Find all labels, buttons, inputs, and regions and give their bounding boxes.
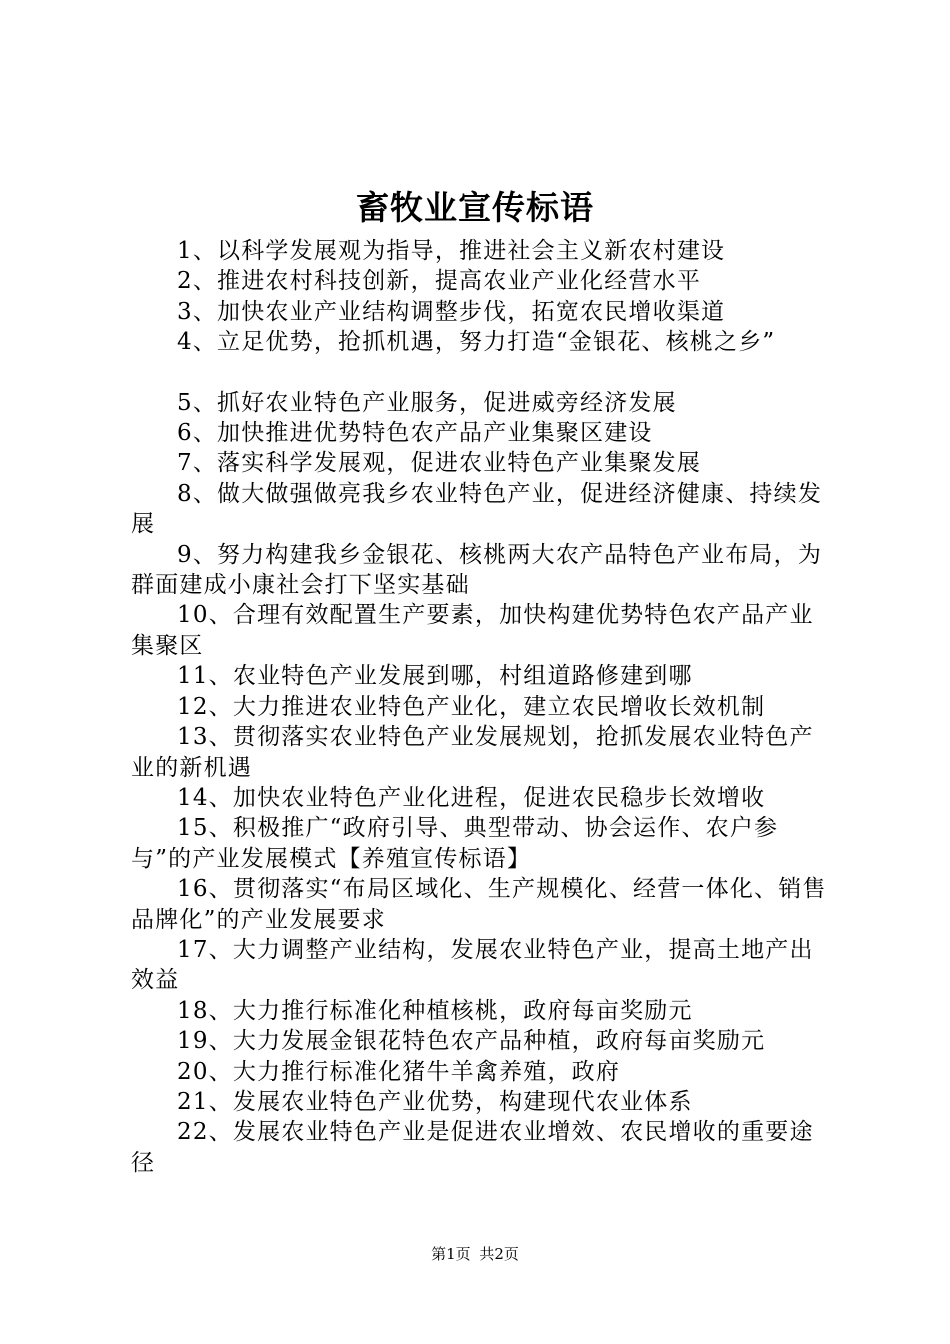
slogan-list: [131, 236, 831, 1178]
slogan-item-18: 18、大力推行标准化种植核桃，政府每亩奖励元: [177, 997, 693, 1024]
document-title: 畜牧业宣传标语: [356, 188, 594, 227]
slogan-item-5: 5、抓好农业特色产业服务，促进威旁经济发展: [177, 389, 677, 416]
slogan-item-8: 8、做大做强做亮我乡农业特色产业，促进经济健康、持续发展: [131, 480, 823, 538]
slogan-item-15: 15、积极推广“政府引导、典型带动、协会运作、农户参与”的产业发展模式【养殖宣传标语】: [131, 815, 779, 872]
slogan-item-17: 17、大力调整产业结构，发展农业特色产业，提高土地产出效益: [131, 936, 814, 994]
slogan-item-16: 16、贯彻落实“布局区域化、生产规模化、经营一体化、销售品牌化”的产业发展要求: [131, 876, 827, 933]
slogan-item-1: 1、以科学发展观为指导，推进社会主义新农村建设: [177, 238, 726, 264]
blank-line: [131, 358, 831, 388]
slogan-item-13: 13、贯彻落实农业特色产业发展规划，抢抓发展农业特色产业的新机遇: [131, 724, 814, 781]
slogan-item-9: 9、努力构建我乡金银花、核桃两大农产品特色产业布局，为群面建成小康社会打下坚实基础: [131, 541, 823, 599]
slogan-item-4: 4、立足优势，抢抓机遇，努力打造“金银花、核桃之乡”: [177, 329, 776, 356]
slogan-item-19: 19、大力发展金银花特色农产品种植，政府每亩奖励元: [177, 1028, 766, 1055]
slogan-item-21: 21、发展农业特色产业优势，构建现代农业体系: [177, 1088, 693, 1115]
slogan-item-6: 6、加快推进优势特色农产品产业集聚区建设: [177, 420, 653, 447]
slogan-item-12: 12、大力推进农业特色产业化，建立农民增收长效机制: [177, 693, 766, 720]
slogan-item-3: 3、加快农业产业结构调整步伐，拓宽农民增收渠道: [177, 298, 726, 325]
slogan-item-2: 2、推进农村科技创新，提高农业产业化经营水平: [177, 268, 702, 295]
slogan-item-14: 14、加快农业特色产业化进程，促进农民稳步长效增收: [177, 784, 766, 811]
slogan-item-20: 20、大力推行标准化猪牛羊禽养殖，政府: [177, 1058, 621, 1085]
slogan-item-11: 11、农业特色产业发展到哪，村组道路修建到哪: [177, 663, 693, 690]
page-footer: 第1页 共2页: [431, 1245, 519, 1263]
slogan-item-22: 22、发展农业特色产业是促进农业增效、农民增收的重要途径: [131, 1119, 814, 1176]
slogan-item-7: 7、落实科学发展观，促进农业特色产业集聚发展: [177, 450, 702, 477]
slogan-item-10: 10、合理有效配置生产要素，加快构建优势特色农产品产业集聚区: [131, 602, 814, 659]
